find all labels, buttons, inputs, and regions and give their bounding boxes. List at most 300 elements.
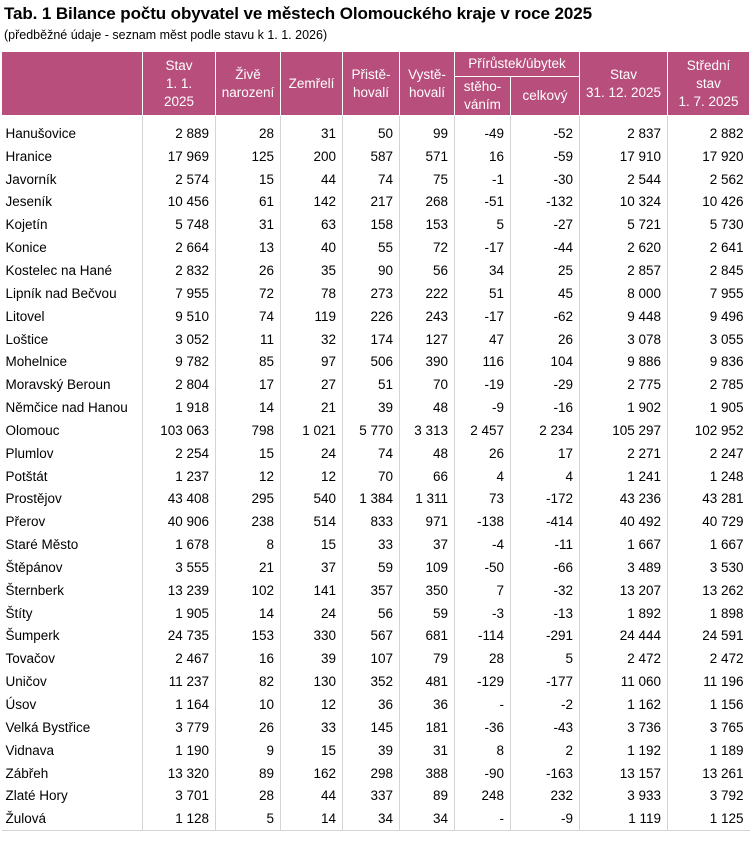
header-emigrants: Vystě- hovalí <box>400 52 455 116</box>
value-cell: 11 060 <box>580 670 668 693</box>
value-cell: 4 <box>511 465 580 488</box>
value-cell: 5 770 <box>343 419 400 442</box>
value-cell: 1 905 <box>709 400 744 416</box>
value-cell: 222 <box>400 282 455 305</box>
value-cell: 102 952 <box>694 422 744 438</box>
table-row <box>2 145 750 168</box>
value-cell: -52 <box>511 116 580 145</box>
value-cell: -90 <box>455 762 511 785</box>
value-cell: -163 <box>511 762 580 785</box>
value-cell: 8 <box>455 739 511 762</box>
value-cell: 8 000 <box>580 282 668 305</box>
value-cell: -172 <box>511 488 580 511</box>
value-cell: 3 555 <box>143 556 216 579</box>
header-births: Živě narození <box>216 52 281 116</box>
value-cell: 78 <box>281 282 343 305</box>
value-cell: 40 906 <box>143 510 216 533</box>
value-cell: 13 207 <box>580 579 668 602</box>
town-name-cell: Šternberk <box>2 579 143 602</box>
value-cell: 357 <box>343 579 400 602</box>
value-cell: 5 748 <box>143 213 216 236</box>
value-cell: 153 <box>216 625 281 648</box>
value-cell: 7 955 <box>709 285 744 301</box>
value-cell: 5 <box>216 807 281 830</box>
value-cell: 17 <box>511 442 580 465</box>
value-cell: 5 <box>455 213 511 236</box>
value-cell: 45 <box>511 282 580 305</box>
value-cell: 21 <box>216 556 281 579</box>
table-row <box>2 784 750 807</box>
table-row <box>2 305 750 328</box>
town-name-cell: Štíty <box>2 602 143 625</box>
value-cell: 3 765 <box>709 719 744 735</box>
value-cell: 2 832 <box>143 259 216 282</box>
value-cell: 12 <box>281 693 343 716</box>
value-cell: 390 <box>400 350 455 373</box>
value-cell: 61 <box>216 191 281 214</box>
town-name-cell: Plumlov <box>2 442 143 465</box>
town-name-cell: Němčice nad Hanou <box>2 396 143 419</box>
value-cell: 9 782 <box>143 350 216 373</box>
value-cell: 104 <box>511 350 580 373</box>
value-cell: 2 247 <box>709 445 744 461</box>
town-name-cell: Loštice <box>2 328 143 351</box>
value-cell: 298 <box>343 762 400 785</box>
value-cell: 2 234 <box>511 419 580 442</box>
value-cell: 2 620 <box>580 236 668 259</box>
value-cell: -29 <box>511 373 580 396</box>
value-cell: 1 189 <box>709 742 744 758</box>
table-row <box>2 236 750 259</box>
header-town <box>2 52 143 116</box>
value-cell: -2 <box>511 693 580 716</box>
value-cell: 158 <box>343 213 400 236</box>
value-cell: 9 <box>216 739 281 762</box>
table-row <box>2 282 750 305</box>
value-cell: 350 <box>400 579 455 602</box>
value-cell: 243 <box>400 305 455 328</box>
value-cell: -59 <box>511 145 580 168</box>
value-cell: -177 <box>511 670 580 693</box>
value-cell: -51 <box>455 191 511 214</box>
value-cell: 40 492 <box>580 510 668 533</box>
value-cell: 3 052 <box>143 328 216 351</box>
value-cell: 9 448 <box>580 305 668 328</box>
table-row <box>2 373 750 396</box>
value-cell: 26 <box>216 716 281 739</box>
value-cell: 37 <box>281 556 343 579</box>
value-cell: 40 729 <box>702 514 744 530</box>
value-cell: 13 261 <box>702 765 744 781</box>
value-cell: 3 933 <box>580 784 668 807</box>
value-cell: 24 735 <box>143 625 216 648</box>
value-cell: 79 <box>400 647 455 670</box>
table-row <box>2 693 750 716</box>
value-cell: 12 <box>216 465 281 488</box>
value-cell: 31 <box>281 116 343 145</box>
table-row <box>2 328 750 351</box>
value-cell: 102 <box>216 579 281 602</box>
value-cell: -129 <box>455 670 511 693</box>
value-cell: 141 <box>281 579 343 602</box>
value-cell: -19 <box>455 373 511 396</box>
value-cell: 1 119 <box>580 807 668 830</box>
table-row <box>2 465 750 488</box>
table-row <box>2 762 750 785</box>
town-name-cell: Velká Bystřice <box>2 716 143 739</box>
table-row <box>2 191 750 214</box>
table-row <box>2 533 750 556</box>
town-name-cell: Zlaté Hory <box>2 784 143 807</box>
town-name-cell: Litovel <box>2 305 143 328</box>
value-cell: 1 905 <box>143 602 216 625</box>
table-subtitle: (předběžné údaje - seznam měst podle stavu k 1. 1. 2026) <box>4 28 328 42</box>
town-name-cell: Staré Město <box>2 533 143 556</box>
town-name-cell: Šumperk <box>2 625 143 648</box>
value-cell: 59 <box>400 602 455 625</box>
population-table <box>1 51 750 831</box>
value-cell: 74 <box>343 442 400 465</box>
value-cell: 174 <box>343 328 400 351</box>
value-cell: 15 <box>281 533 343 556</box>
value-cell: 1 667 <box>709 537 744 553</box>
value-cell: 681 <box>400 625 455 648</box>
value-cell: 1 192 <box>580 739 668 762</box>
value-cell: 37 <box>400 533 455 556</box>
header-stav-start: Stav 1. 1. 2025 <box>143 52 216 116</box>
value-cell: 107 <box>343 647 400 670</box>
town-name-cell: Hanušovice <box>2 116 143 145</box>
value-cell: 43 236 <box>580 488 668 511</box>
value-cell: 36 <box>343 693 400 716</box>
header-change-group: Přírůstek/úbytek <box>455 52 580 77</box>
table-row <box>2 602 750 625</box>
value-cell: 63 <box>281 213 343 236</box>
value-cell: 1 125 <box>668 807 750 830</box>
value-cell: 26 <box>216 259 281 282</box>
value-cell: 9 836 <box>709 354 744 370</box>
value-cell: 7 955 <box>143 282 216 305</box>
value-cell: 33 <box>281 716 343 739</box>
value-cell: 97 <box>281 350 343 373</box>
value-cell: 1 892 <box>580 602 668 625</box>
value-cell: 26 <box>511 328 580 351</box>
table-row <box>2 739 750 762</box>
table-row <box>2 556 750 579</box>
value-cell: 72 <box>400 236 455 259</box>
value-cell: 388 <box>400 762 455 785</box>
value-cell: 39 <box>281 647 343 670</box>
value-cell: -30 <box>511 168 580 191</box>
value-cell: 1 021 <box>281 419 343 442</box>
value-cell: -49 <box>455 116 511 145</box>
value-cell: 352 <box>343 670 400 693</box>
value-cell: 5 730 <box>709 217 744 233</box>
value-cell: -9 <box>455 396 511 419</box>
value-cell: 3 313 <box>400 419 455 442</box>
value-cell: 21 <box>281 396 343 419</box>
value-cell: 2 472 <box>580 647 668 670</box>
value-cell: -3 <box>455 602 511 625</box>
value-cell: 238 <box>216 510 281 533</box>
value-cell: 105 297 <box>580 419 668 442</box>
value-cell: 15 <box>281 739 343 762</box>
value-cell: 51 <box>343 373 400 396</box>
value-cell: 48 <box>400 442 455 465</box>
value-cell: 1 311 <box>400 488 455 511</box>
value-cell: 125 <box>216 145 281 168</box>
value-cell: 217 <box>343 191 400 214</box>
value-cell: 1 156 <box>709 697 744 713</box>
town-name-cell: Konice <box>2 236 143 259</box>
value-cell: 50 <box>343 116 400 145</box>
value-cell: 17 910 <box>580 145 668 168</box>
header-migration: stěho- váním <box>455 77 511 116</box>
value-cell: 74 <box>343 168 400 191</box>
value-cell: -27 <box>511 213 580 236</box>
value-cell: 248 <box>455 784 511 807</box>
value-cell: 3 078 <box>580 328 668 351</box>
value-cell: 73 <box>455 488 511 511</box>
value-cell: -132 <box>511 191 580 214</box>
town-name-cell: Javorník <box>2 168 143 191</box>
value-cell: 31 <box>216 213 281 236</box>
value-cell: 17 920 <box>702 148 744 164</box>
value-cell: 181 <box>400 716 455 739</box>
value-cell: 33 <box>343 533 400 556</box>
value-cell: 4 <box>455 465 511 488</box>
value-cell: -291 <box>511 625 580 648</box>
value-cell: -36 <box>455 716 511 739</box>
value-cell: 28 <box>455 647 511 670</box>
value-cell: 2 641 <box>709 240 744 256</box>
value-cell: 24 444 <box>580 625 668 648</box>
value-cell: 56 <box>400 259 455 282</box>
header-deaths: Zemřelí <box>281 52 343 116</box>
table-row <box>2 396 750 419</box>
value-cell: 12 <box>281 465 343 488</box>
value-cell: 109 <box>400 556 455 579</box>
value-cell: 130 <box>281 670 343 693</box>
value-cell: 295 <box>216 488 281 511</box>
table-row <box>2 647 750 670</box>
value-cell: 35 <box>281 259 343 282</box>
town-name-cell: Štěpánov <box>2 556 143 579</box>
value-cell: 13 239 <box>143 579 216 602</box>
value-cell: -44 <box>511 236 580 259</box>
value-cell: -50 <box>455 556 511 579</box>
value-cell: 268 <box>400 191 455 214</box>
value-cell: -114 <box>455 625 511 648</box>
value-cell: 226 <box>343 305 400 328</box>
value-cell: 27 <box>281 373 343 396</box>
table-row <box>2 213 750 236</box>
value-cell: 2 664 <box>143 236 216 259</box>
header-immigrants: Přistě- hovalí <box>343 52 400 116</box>
value-cell: 74 <box>216 305 281 328</box>
value-cell: 85 <box>216 350 281 373</box>
value-cell: 1 237 <box>143 465 216 488</box>
value-cell: 567 <box>343 625 400 648</box>
value-cell: 55 <box>343 236 400 259</box>
town-name-cell: Hranice <box>2 145 143 168</box>
value-cell: 2 562 <box>709 171 744 187</box>
value-cell: 9 510 <box>143 305 216 328</box>
value-cell: 162 <box>281 762 343 785</box>
value-cell: 17 <box>216 373 281 396</box>
value-cell: 8 <box>216 533 281 556</box>
value-cell: 3 736 <box>580 716 668 739</box>
value-cell: 31 <box>400 739 455 762</box>
value-cell: 39 <box>343 739 400 762</box>
value-cell: -17 <box>455 305 511 328</box>
town-name-cell: Jeseník <box>2 191 143 214</box>
value-cell: 15 <box>216 168 281 191</box>
value-cell: 39 <box>343 396 400 419</box>
header-total-change: celkový <box>511 77 580 116</box>
value-cell: -11 <box>511 533 580 556</box>
value-cell: 43 408 <box>143 488 216 511</box>
table-row <box>2 510 750 533</box>
value-cell: 48 <box>400 396 455 419</box>
value-cell: 90 <box>343 259 400 282</box>
value-cell: 10 456 <box>143 191 216 214</box>
value-cell: 32 <box>281 328 343 351</box>
value-cell: 273 <box>343 282 400 305</box>
town-name-cell: Potštát <box>2 465 143 488</box>
value-cell: 14 <box>216 602 281 625</box>
value-cell: 89 <box>400 784 455 807</box>
value-cell: 1 241 <box>580 465 668 488</box>
value-cell: 28 <box>216 784 281 807</box>
value-cell: 44 <box>281 168 343 191</box>
value-cell: -9 <box>511 807 580 830</box>
value-cell: 14 <box>216 396 281 419</box>
value-cell: 3 489 <box>580 556 668 579</box>
town-name-cell: Olomouc <box>2 419 143 442</box>
table-title: Tab. 1 Bilance počtu obyvatel ve městech Olomouckého kraje v roce 2025 <box>4 4 592 23</box>
town-name-cell: Tovačov <box>2 647 143 670</box>
value-cell: 798 <box>216 419 281 442</box>
value-cell: 587 <box>343 145 400 168</box>
value-cell: 82 <box>216 670 281 693</box>
value-cell: 75 <box>400 168 455 191</box>
value-cell: 43 281 <box>702 491 744 507</box>
value-cell: 3 779 <box>143 716 216 739</box>
value-cell: 2 <box>511 739 580 762</box>
value-cell: 232 <box>511 784 580 807</box>
value-cell: 2 775 <box>580 373 668 396</box>
value-cell: 2 254 <box>143 442 216 465</box>
value-cell: 13 157 <box>580 762 668 785</box>
value-cell: 10 324 <box>580 191 668 214</box>
table-row <box>2 807 750 830</box>
value-cell: 66 <box>400 465 455 488</box>
value-cell: 16 <box>455 145 511 168</box>
table-body <box>2 116 750 831</box>
value-cell: 56 <box>343 602 400 625</box>
value-cell: 40 <box>281 236 343 259</box>
town-name-cell: Přerov <box>2 510 143 533</box>
table-row <box>2 670 750 693</box>
value-cell: - <box>455 807 511 830</box>
value-cell: 103 063 <box>143 419 216 442</box>
value-cell: -13 <box>511 602 580 625</box>
value-cell: 11 196 <box>703 674 744 690</box>
value-cell: 127 <box>400 328 455 351</box>
value-cell: -414 <box>511 510 580 533</box>
value-cell: 1 190 <box>143 739 216 762</box>
value-cell: 17 969 <box>143 145 216 168</box>
value-cell: 200 <box>281 145 343 168</box>
value-cell: 540 <box>281 488 343 511</box>
value-cell: -43 <box>511 716 580 739</box>
table-row <box>2 716 750 739</box>
value-cell: -4 <box>455 533 511 556</box>
value-cell: 47 <box>455 328 511 351</box>
value-cell: 1 902 <box>580 396 668 419</box>
value-cell: 34 <box>455 259 511 282</box>
value-cell: -138 <box>455 510 511 533</box>
value-cell: -32 <box>511 579 580 602</box>
value-cell: 24 591 <box>702 628 744 644</box>
table-row <box>2 259 750 282</box>
town-name-cell: Žulová <box>2 807 143 830</box>
value-cell: 337 <box>343 784 400 807</box>
value-cell: 2 882 <box>709 125 744 141</box>
value-cell: 119 <box>281 305 343 328</box>
value-cell: 153 <box>400 213 455 236</box>
value-cell: 34 <box>400 807 455 830</box>
town-name-cell: Moravský Beroun <box>2 373 143 396</box>
value-cell: 116 <box>455 350 511 373</box>
value-cell: 3 792 <box>709 788 744 804</box>
town-name-cell: Kojetín <box>2 213 143 236</box>
value-cell: 7 <box>455 579 511 602</box>
value-cell: 833 <box>343 510 400 533</box>
value-cell: 70 <box>400 373 455 396</box>
value-cell: 28 <box>216 116 281 145</box>
town-name-cell: Lipník nad Bečvou <box>2 282 143 305</box>
value-cell: 3 530 <box>709 559 744 575</box>
value-cell: 1 128 <box>143 807 216 830</box>
value-cell: 2 457 <box>455 419 511 442</box>
value-cell: 481 <box>400 670 455 693</box>
value-cell: 99 <box>400 116 455 145</box>
value-cell: -1 <box>455 168 511 191</box>
table-row <box>2 116 750 145</box>
value-cell: -66 <box>511 556 580 579</box>
value-cell: 13 320 <box>143 762 216 785</box>
value-cell: 36 <box>400 693 455 716</box>
value-cell: 25 <box>511 259 580 282</box>
value-cell: 2 785 <box>709 377 744 393</box>
value-cell: 34 <box>343 807 400 830</box>
value-cell: 72 <box>216 282 281 305</box>
value-cell: -16 <box>511 396 580 419</box>
value-cell: 9 496 <box>709 308 744 324</box>
value-cell: 10 426 <box>702 194 744 210</box>
value-cell: 3 055 <box>709 331 744 347</box>
value-cell: 14 <box>281 807 343 830</box>
value-cell: 70 <box>343 465 400 488</box>
value-cell: 514 <box>281 510 343 533</box>
value-cell: 2 889 <box>143 116 216 145</box>
value-cell: - <box>455 693 511 716</box>
value-cell: 1 918 <box>143 396 216 419</box>
value-cell: 10 <box>216 693 281 716</box>
value-cell: 2 857 <box>580 259 668 282</box>
